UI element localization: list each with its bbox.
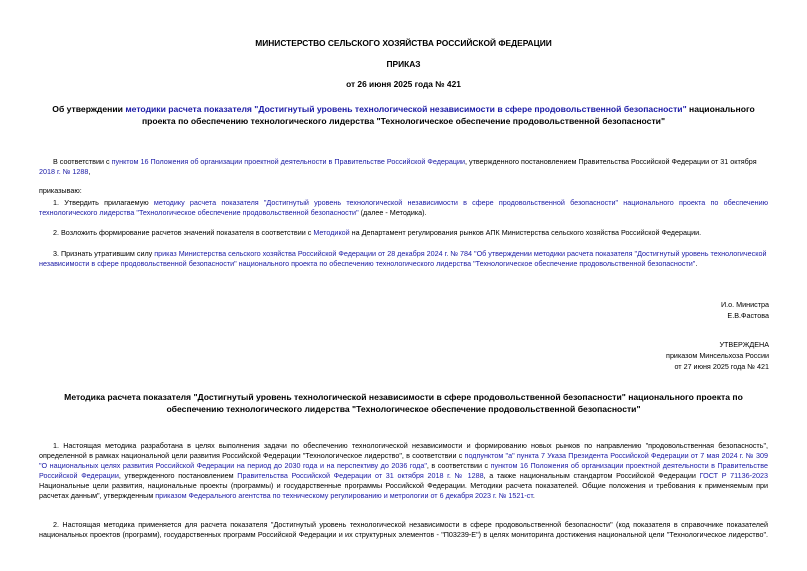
para1-line6 bbox=[39, 491, 535, 500]
preamble-text: В соответствии с bbox=[53, 157, 112, 166]
regulation-link[interactable]: пунктом 16 Положения об организации проектной деятельности в Правительстве bbox=[490, 461, 769, 470]
resolution-link[interactable]: 2018 г. № 1288 bbox=[39, 167, 89, 176]
item2-line bbox=[53, 228, 701, 237]
para1-text: определенной в рамках национальной цели развития Российской Федерации "Технологическое лидерство", в соответствии с bbox=[39, 451, 465, 460]
item3-text: . bbox=[695, 259, 698, 268]
document-type: ПРИКАЗ bbox=[386, 59, 421, 69]
para1-line2 bbox=[39, 451, 768, 460]
item1-text: 1. Утвердить прилагаемую bbox=[53, 198, 154, 207]
order-date-number: от 26 июня 2025 года № 421 bbox=[346, 79, 461, 89]
ministry-heading: МИНИСТЕРСТВО СЕЛЬСКОГО ХОЗЯЙСТВА РОССИЙСКОЙ ФЕДЕРАЦИИ bbox=[255, 38, 552, 48]
repealed-order-link[interactable]: приказ Министерства сельского хозяйства Российской Федерации от 28 декабря 2024 г. № 784 "Об утверждении методики расчета показателя "Достигнутый уровень технологической bbox=[154, 249, 767, 258]
methodology-link[interactable]: технологического лидерства "Технологическое обеспечение продовольственной безопасности" bbox=[39, 208, 359, 217]
para1-text: . bbox=[532, 491, 535, 500]
para1-text: , в соответствии с bbox=[426, 461, 491, 470]
title-suffix: национального bbox=[686, 104, 755, 114]
item3-line1 bbox=[53, 249, 766, 258]
standards-order-link[interactable]: приказом Федерального агентства по техническому регулированию и метрологии от 6 декабря 2023 г. № 1521-ст bbox=[155, 491, 533, 500]
repealed-order-link[interactable]: независимости в сфере продовольственной безопасности" национального проекта по обеспечению технологического лидерства "Технологическое обеспечение продовольственной безопасности" bbox=[39, 259, 696, 268]
para1-line3 bbox=[39, 461, 768, 470]
title-prefix: Об утверждении bbox=[52, 104, 126, 114]
signatory-position: И.о. Министра bbox=[720, 300, 769, 309]
methodology-link[interactable]: методики расчета показателя "Достигнутый уровень технологической независимости в сфере продовольственной безопасности" bbox=[125, 104, 687, 114]
para1-text: , утвержденного постановлением bbox=[118, 471, 238, 480]
para2-line2: национальных проектов (программ), государственных программ Российской Федерации и их структурных элементов - "П03239-Е") в целях мониторинга достижения национальной цели "Технологическое лидерство". bbox=[39, 530, 768, 539]
item1-line1 bbox=[53, 198, 768, 207]
para1-text: расчетах данным", утвержденным bbox=[39, 491, 156, 500]
order-title-line1 bbox=[0, 104, 807, 115]
approval-word: УТВЕРЖДЕНА bbox=[719, 340, 769, 349]
para1-line5: Национальные цели развития, национальные проекты (программы) и государственные программы Российской Федерации. Методики расчета показателей. Общие положения и требования к применяемым при bbox=[39, 481, 768, 490]
methodology-title-line2: обеспечению технологического лидерства "Технологическое обеспечение продовольственной безопасности" bbox=[166, 404, 641, 414]
para1-line1: 1. Настоящая методика разработана в целях выполнения задачи по обеспечению технологической независимости и формированию новых рынков по направлению "продовольственная безопасность", bbox=[53, 441, 768, 450]
item1-line2 bbox=[39, 208, 427, 217]
order-title-line2: проекта по обеспечению технологического лидерства "Технологическое обеспечение продовольственной безопасности" bbox=[141, 116, 666, 126]
preamble-text: , утвержденного постановлением Правительства Российской Федерации от 31 октября bbox=[465, 157, 757, 166]
methodology-link[interactable]: методику расчета показателя "Достигнутый уровень технологической независимости в сфере продовольственной безопасности" национального проекта по обеспечению bbox=[153, 198, 769, 207]
para1-text: , а также национальным стандартом Российской Федерации bbox=[483, 471, 700, 480]
decree-title-link[interactable]: "О национальных целях развития Российской Федерации на период до 2030 года и на перспективу до 2036 года" bbox=[39, 461, 427, 470]
item3-text: 3. Признать утратившим силу bbox=[53, 249, 155, 258]
signatory-name: Е.В.Фастова bbox=[727, 311, 769, 320]
methodology-title-line1: Методика расчета показателя "Достигнутый уровень технологической независимости в сфере продовольственной безопасности" национального проекта по bbox=[64, 392, 743, 402]
para2-line1: 2. Настоящая методика применяется для расчета показателя "Достигнутый уровень технологической независимости в сфере продовольственной безопасности" (код показателя в справочнике показателей bbox=[53, 520, 768, 529]
approval-date: от 27 июня 2025 года № 421 bbox=[674, 362, 769, 371]
decree-link[interactable]: подпунктом "а" пункта 7 Указа Президента Российской Федерации от 7 мая 2024 г. № 309 bbox=[464, 451, 768, 460]
regulation-link[interactable]: Российской Федерации bbox=[39, 471, 119, 480]
approval-by: приказом Минсельхоза России bbox=[666, 351, 769, 360]
item1-text: (далее - Методика). bbox=[358, 208, 427, 217]
preamble-text: , bbox=[88, 167, 91, 176]
methodology-link[interactable]: Методикой bbox=[313, 228, 350, 237]
gost-link[interactable]: ГОСТ Р 71136-2023 bbox=[699, 471, 768, 480]
order-word: приказываю: bbox=[39, 186, 82, 195]
preamble-line1 bbox=[53, 157, 757, 166]
preamble-line2 bbox=[39, 167, 90, 176]
item2-text: на Департамент регулирования рынков АПК Министерства сельского хозяйства Российской Федерации. bbox=[349, 228, 702, 237]
item3-line2 bbox=[39, 259, 697, 268]
regulation-link[interactable]: пунктом 16 Положения об организации проектной деятельности в Правительстве Российской Федерации bbox=[111, 157, 466, 166]
resolution-link[interactable]: Правительства Российской Федерации от 31 октября 2018 г. № 1288 bbox=[237, 471, 484, 480]
item2-text: 2. Возложить формирование расчетов значений показателя в соответствии с bbox=[53, 228, 314, 237]
para1-line4 bbox=[39, 471, 768, 480]
